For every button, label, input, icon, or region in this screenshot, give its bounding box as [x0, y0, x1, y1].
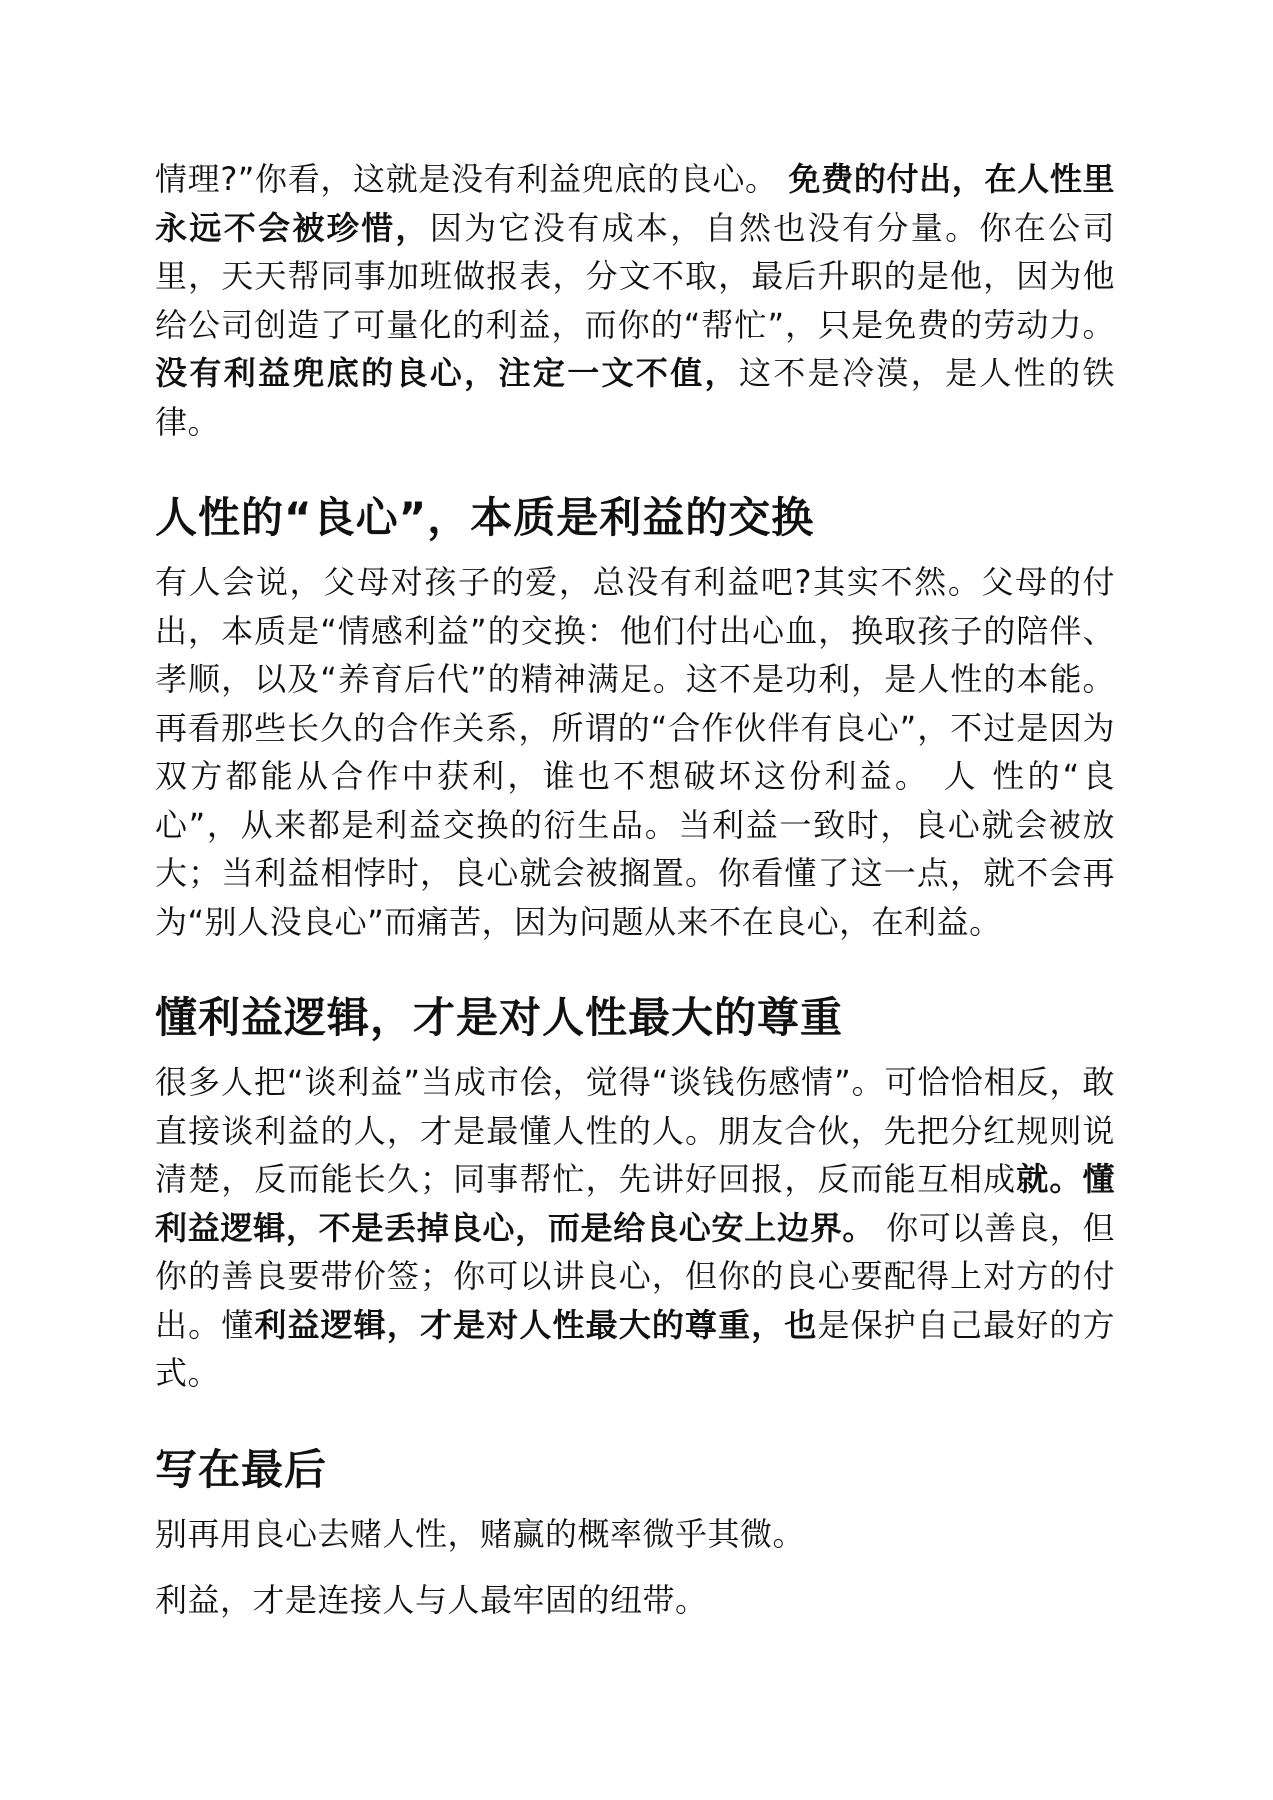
bold-text-run: 就。懂利益逻辑，不是丢掉良心，而是给良心安上边界。 — [155, 1160, 1115, 1247]
bold-text-run: 利益逻辑，才是对人性最大的尊重，也 — [254, 1305, 818, 1344]
bold-text-run: 免费的付出，在人性里永远不会被珍惜， — [155, 160, 1115, 247]
section-heading: 写在最后 — [155, 1444, 328, 1494]
closing-line: 利益，才是连接人与人最牢固的纽带。 — [155, 1581, 708, 1619]
text-run: 你可以善良，但你的善良要带价签；你可以讲良心，但你的良心要配得上对方的付出。懂 — [155, 1208, 1115, 1344]
text-run: 情理?”你看，这就是没有利益兜底的良心。 — [155, 160, 789, 198]
text-run: 很多人把“谈利益”当成市侩，觉得“谈钱伤感情”。可恰恰相反，敢直接谈利益的人，才是最懂人性的人。朋友合伙，先把分红规则说清楚，反而能长久；同事帮忙，先讲好回报，反而能互相成 — [155, 1063, 1115, 1198]
paragraph-intro — [155, 155, 1115, 446]
text-run: 是保护自己最好的方式。 — [155, 1305, 1115, 1392]
paragraph-interest-logic — [155, 1058, 1115, 1398]
paragraph-conscience-exchange — [155, 558, 1115, 946]
article — [155, 155, 1115, 1625]
section-heading: 人性的“良心”，本质是利益的交换 — [155, 493, 815, 542]
bold-text-run: 没有利益兜底的良心，注定一文不值， — [155, 354, 739, 392]
text-run: 这不是冷漠，是人性的铁律。 — [155, 354, 1115, 441]
text-run: 有人会说，父母对孩子的爱，总没有利益吧?其实不然。父母的付出，本质是“情感利益”的交换：他们付出心血，换取孩子的陪伴、孝顺，以及“养育后代”的精神满足。这不是功利，是人性的本能。再看那些长久的合作关系，所谓的“合作伙伴有良心”，不过是因为双方都能从合作中获利，谁也不想破坏这份利益。 人 性的“良心”，从来都是利益交换的衍生品。当利益一致时，良心就会被放大；当利益相悖时，良心就会被搁置。你看懂了这一点，就不会再为“别人没良心”而痛苦，因为问题从来不在良心，在利益。 — [155, 563, 1115, 941]
section-heading: 懂利益逻辑，才是对人性最大的尊重 — [155, 993, 844, 1042]
closing-line: 别再用良心去赌人性，赌赢的概率微乎其微。 — [155, 1514, 806, 1553]
text-run: 因为它没有成本，自然也没有分量。你在公司里，天天帮同事加班做报表，分文不取，最后升职的是他，因为他给公司创造了可量化的利益，而你的“帮忙”，只是免费的劳动力。 — [155, 208, 1115, 344]
